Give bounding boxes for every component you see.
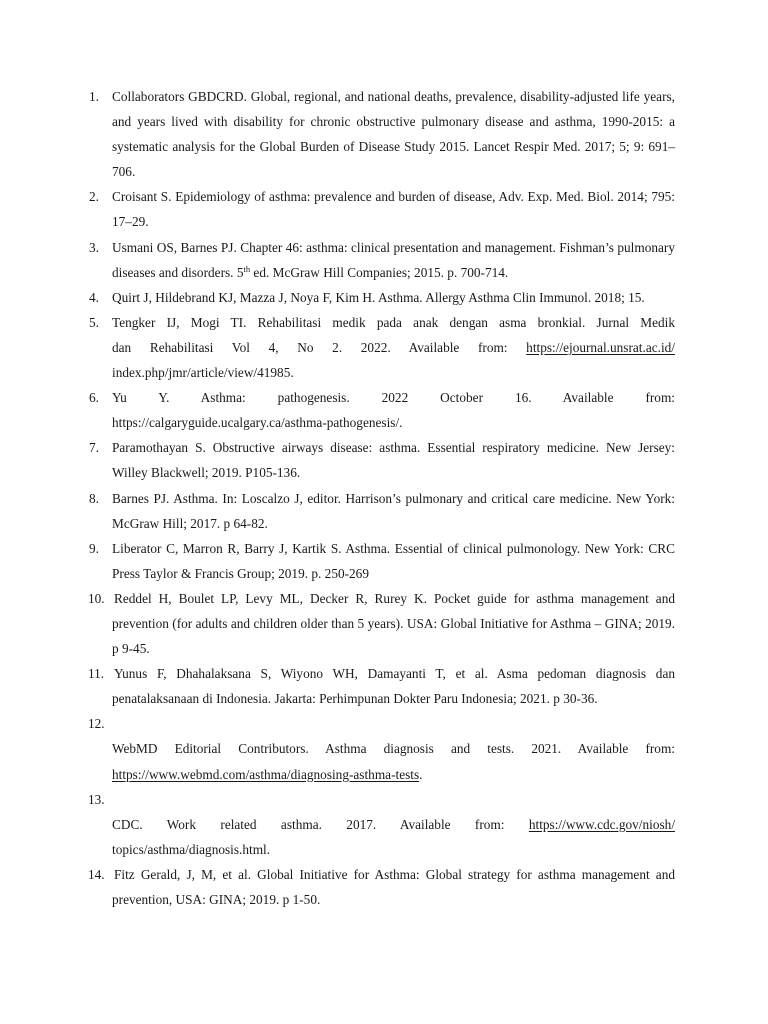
reference-list — [89, 84, 675, 912]
reference-text-line: WebMD Editorial Contributors. Asthma diagnosis and tests. 2021. Available from: — [112, 741, 675, 757]
reference-url-text: https://calgaryguide.ucalgary.ca/asthma-pathogenesis/. — [112, 415, 403, 431]
reference-number: 11. — [88, 666, 105, 682]
reference-number: 3. — [89, 239, 99, 255]
reference-item-8 — [89, 486, 675, 536]
reference-number: 5. — [89, 314, 99, 330]
reference-number: 7. — [89, 440, 99, 456]
reference-text-line: Yu Y. Asthma: pathogenesis. 2022 October 16. Available from: — [112, 390, 675, 406]
reference-number: 8. — [89, 490, 99, 506]
reference-item-11 — [89, 661, 675, 711]
reference-item-2 — [89, 184, 675, 234]
reference-text — [112, 385, 675, 430]
reference-text-part: . — [419, 766, 423, 782]
reference-text-line — [112, 812, 675, 837]
reference-item-9 — [89, 536, 675, 586]
reference-item-4 — [89, 285, 675, 310]
reference-number: 6. — [89, 390, 99, 406]
reference-text-part: index.php/jmr/article/view/41985. — [112, 365, 294, 381]
reference-number: 9. — [89, 540, 99, 556]
reference-text: Collaborators GBDCRD. Global, regional, and national deaths, prevalence, disability-adjusted life years, and years lived with disability for chronic obstructive pulmonary disease and asthma, 1990-2015: a systematic analysis for the Global Burden of Disease Study 2015. Lancet Respir Med. 2017; 5; 9: 691–706. — [112, 89, 675, 180]
reference-text-line — [112, 335, 675, 360]
reference-text: Barnes PJ. Asthma. In: Loscalzo J, editor. Harrison’s pulmonary and critical care medicine. New York: McGraw Hill; 2017. p 64-82. — [112, 490, 675, 531]
reference-text-part: dan Rehabilitasi Vol 4, No 2. 2022. Available from: — [112, 339, 508, 355]
reference-item-14 — [89, 862, 675, 912]
reference-text: Liberator C, Marron R, Barry J, Kartik S. Asthma. Essential of clinical pulmonology. New York: CRC Press Taylor & Francis Group; 2019. p. 250-269 — [112, 540, 675, 581]
reference-text-part: topics/asthma/diagnosis.html. — [112, 841, 271, 857]
reference-number: 2. — [89, 189, 99, 205]
reference-number: 4. — [89, 289, 99, 305]
ordinal-superscript: th — [243, 263, 251, 274]
reference-text: Quirt J, Hildebrand KJ, Mazza J, Noya F, Kim H. Asthma. Allergy Asthma Clin Immunol. 2018; 15. — [112, 289, 645, 305]
reference-item-7 — [89, 435, 675, 485]
reference-text-part: Usmani OS, Barnes PJ. Chapter 46: asthma: clinical presentation and management. Fishman’s pulmonary diseases and disorders. 5 — [112, 239, 675, 280]
reference-link[interactable]: https://www.cdc.gov/niosh/ — [528, 816, 676, 832]
reference-text: Yunus F, Dhahalaksana S, Wiyono WH, Damayanti T, et al. Asma pedoman diagnosis dan penatalaksanaan di Indonesia. Jakarta: Perhimpunan Dokter Paru Indonesia; 2021. p 30-36. — [112, 666, 675, 707]
reference-number: 12. — [88, 716, 105, 732]
reference-number: 1. — [89, 89, 99, 104]
reference-text: Paramothayan S. Obstructive airways disease: asthma. Essential respiratory medicine. New Jersey: Willey Blackwell; 2019. P105-136. — [112, 440, 675, 481]
reference-link[interactable]: https://ejournal.unsrat.ac.id/ — [526, 339, 675, 355]
reference-text-line: Tengker IJ, Mogi TI. Rehabilitasi medik pada anak dengan asma bronkial. Jurnal Medik — [112, 314, 675, 330]
reference-text: Fitz Gerald, J, M, et al. Global Initiative for Asthma: Global strategy for asthma management and prevention, USA: GINA; 2019. p 1-50. — [112, 866, 675, 907]
reference-item-10 — [89, 586, 675, 661]
reference-text: Reddel H, Boulet LP, Levy ML, Decker R, Rurey K. Pocket guide for asthma management and prevention (for adults and children older than 5 years). USA: Global Initiative for Asthma – GINA; 2019. p 9-45. — [112, 590, 675, 657]
reference-item-5 — [89, 310, 675, 385]
reference-number: 14. — [88, 866, 105, 882]
reference-text — [112, 240, 675, 280]
reference-number: 10. — [88, 590, 105, 606]
reference-item-12 — [89, 711, 675, 786]
reference-item-3 — [89, 235, 675, 285]
reference-text — [112, 792, 675, 857]
reference-link[interactable]: https://www.webmd.com/asthma/diagnosing-asthma-tests — [112, 766, 420, 782]
reference-item-1 — [89, 84, 675, 184]
reference-number: 13. — [88, 791, 105, 807]
reference-text-part: CDC. Work related asthma. 2017. Available from: — [112, 816, 505, 832]
reference-item-13 — [89, 787, 675, 862]
reference-item-6 — [89, 385, 675, 435]
reference-text-part: ed. McGraw Hill Companies; 2015. p. 700-714. — [250, 264, 509, 280]
reference-text: Croisant S. Epidemiology of asthma: prevalence and burden of disease, Adv. Exp. Med. Biol. 2014; 795: 17–29. — [112, 189, 675, 230]
reference-text — [112, 716, 675, 781]
reference-text — [112, 310, 675, 380]
